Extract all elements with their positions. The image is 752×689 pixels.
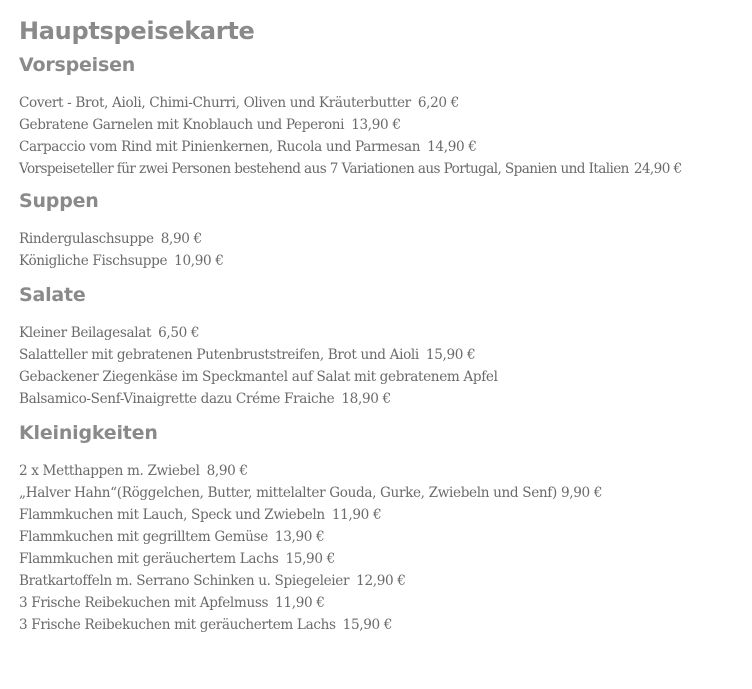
item-price: 14,90 € [427,139,477,155]
menu-item [19,322,749,344]
item-price: 12,90 € [356,573,406,589]
item-name: Flammkuchen mit geräuchertem Lachs [19,551,279,567]
item-name: 3 Frische Reibekuchen mit geräuchertem Lachs [19,617,336,633]
item-price: 13,90 € [351,117,401,133]
item-price: 6,20 € [417,95,459,111]
menu-item-list [19,322,749,410]
section-salate [19,282,749,410]
menu-item [19,460,749,482]
item-price: 8,90 € [160,231,202,247]
item-name: Vorspeiseteller für zwei Personen bestehend aus 7 Variationen aus Portugal, Spanien und Italien [19,161,629,177]
item-name: Rindergulaschsuppe [19,231,154,247]
item-name: Flammkuchen mit gegrilltem Gemüse [19,529,268,545]
menu-item [19,548,749,570]
section-heading: Suppen [19,190,99,212]
menu-item [19,114,749,136]
item-price: 11,90 € [275,595,325,611]
page-title: Hauptspeisekarte [19,17,255,45]
section-suppen [19,188,749,272]
menu-item [19,228,749,250]
item-name: Flammkuchen mit Lauch, Speck und Zwiebeln [19,507,325,523]
item-price: 10,90 € [174,253,224,269]
item-price: 11,90 € [331,507,382,523]
menu-item [19,366,749,388]
item-price: 18,90 € [341,391,391,407]
item-price: 6,50 € [158,325,200,341]
menu-item [19,344,749,366]
section-heading: Vorspeisen [19,54,136,76]
section-vorspeisen [19,52,749,180]
menu-item [19,92,749,114]
item-price: 8,90 € [206,463,248,479]
menu-item-list [19,92,749,180]
section-heading: Kleinigkeiten [19,422,158,444]
item-name: Carpaccio vom Rind mit Pinienkernen, Rucola und Parmesan [19,139,421,155]
item-price: 15,90 € [342,617,393,633]
section-kleinigkeiten [19,420,749,636]
item-name: Balsamico-Senf-Vinaigrette dazu Créme Fraiche [19,391,335,407]
item-name: 2 x Metthappen m. Zwiebel [19,463,200,479]
menu-item [19,570,749,592]
menu-item-list [19,460,749,636]
item-name: Kleiner Beilagesalat [19,325,152,341]
item-name: Covert - Brot, Aioli, Chimi-Churri, Oliven und Kräuterbutter [19,95,411,111]
menu-page [19,14,749,636]
menu-item [19,388,749,410]
item-name: Salatteller mit gebratenen Putenbruststreifen, Brot und Aioli [19,347,419,363]
item-price: 15,90 € [425,347,476,363]
menu-item [19,158,749,180]
menu-item [19,250,749,272]
item-price: 15,90 € [285,551,335,567]
item-name: 3 Frische Reibekuchen mit Apfelmuss [19,595,269,611]
menu-item [19,526,749,548]
menu-item [19,592,749,614]
item-name: Gebratene Garnelen mit Knoblauch und Peperoni [19,117,345,133]
item-price: 13,90 € [274,529,325,545]
menu-item-list [19,228,749,272]
menu-item [19,136,749,158]
item-name: Bratkartoffeln m. Serrano Schinken u. Spiegeleier [19,573,350,589]
item-price: 24,90 € [633,161,682,177]
item-price: 9,90 € [560,485,603,501]
menu-item [19,614,749,636]
item-name: „Halver Hahn“(Röggelchen, Butter, mittelalter Gouda, Gurke, Zwiebeln und Senf) [19,485,557,501]
item-name: Königliche Fischsuppe [19,253,168,269]
menu-item [19,504,749,526]
section-heading: Salate [19,284,86,306]
item-name: Gebackener Ziegenkäse im Speckmantel auf Salat mit gebratenem Apfel [19,369,498,385]
menu-item [19,482,749,504]
